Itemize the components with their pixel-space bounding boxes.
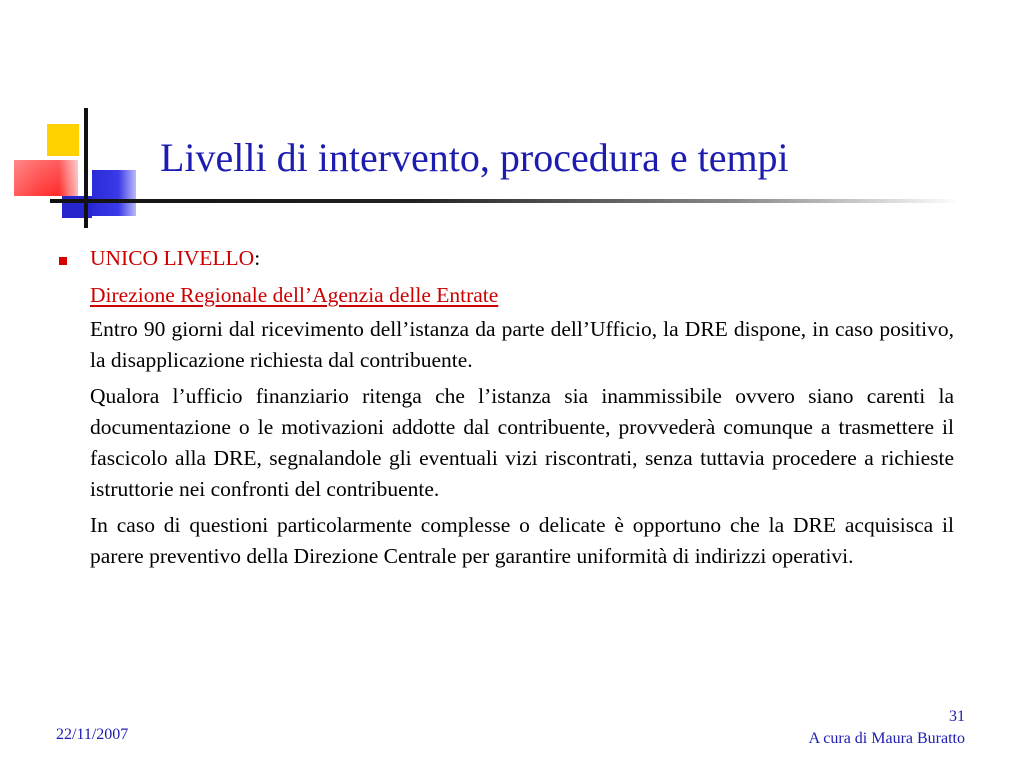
paragraph-3: In caso di questioni particolarmente complesse o delicate è opportuno che la DRE acquisisca il parere preventivo della Direzione Centrale per garantire uniformità di indirizzi operativi. <box>90 513 954 568</box>
decorative-logo <box>0 0 200 240</box>
link-line <box>90 280 954 311</box>
paragraph-2: Qualora l’ufficio finanziario ritenga che l’istanza sia inammissibile ovvero siano carenti la documentazione o le motivazioni addotte dal contribuente, provvederà comunque a trasmettere il fascicolo alla DRE, segnalandole gli eventuali vizi riscontrati, senza tuttavia procedere a richieste istruttorie nei confronti del contribuente. <box>90 384 954 501</box>
logo-red-square <box>14 160 78 196</box>
logo-blue-square <box>92 170 136 216</box>
bullet-heading: UNICO LIVELLO <box>90 246 255 270</box>
footer-author: A cura di Maura Buratto <box>808 730 965 747</box>
logo-vertical-line <box>84 108 88 228</box>
bullet-square-icon <box>59 257 67 265</box>
paragraph-1: Entro 90 giorni dal ricevimento dell’istanza da parte dell’Ufficio, la DRE dispone, in caso positivo, la disapplicazione richiesta dal contribuente. <box>90 317 954 372</box>
footer-right <box>809 706 965 750</box>
bullet-item <box>90 243 954 274</box>
slide-content <box>90 243 954 572</box>
title-underline-divider <box>50 199 960 203</box>
bullet-heading-colon: : <box>254 246 261 270</box>
logo-yellow-square <box>47 124 79 156</box>
slide-title: Livelli di intervento, procedura e tempi <box>160 135 789 180</box>
page-number: 31 <box>949 708 965 725</box>
footer-date: 22/11/2007 <box>56 726 129 743</box>
direzione-regionale-link[interactable]: Direzione Regionale dell’Agenzia delle Entrate <box>90 283 499 307</box>
